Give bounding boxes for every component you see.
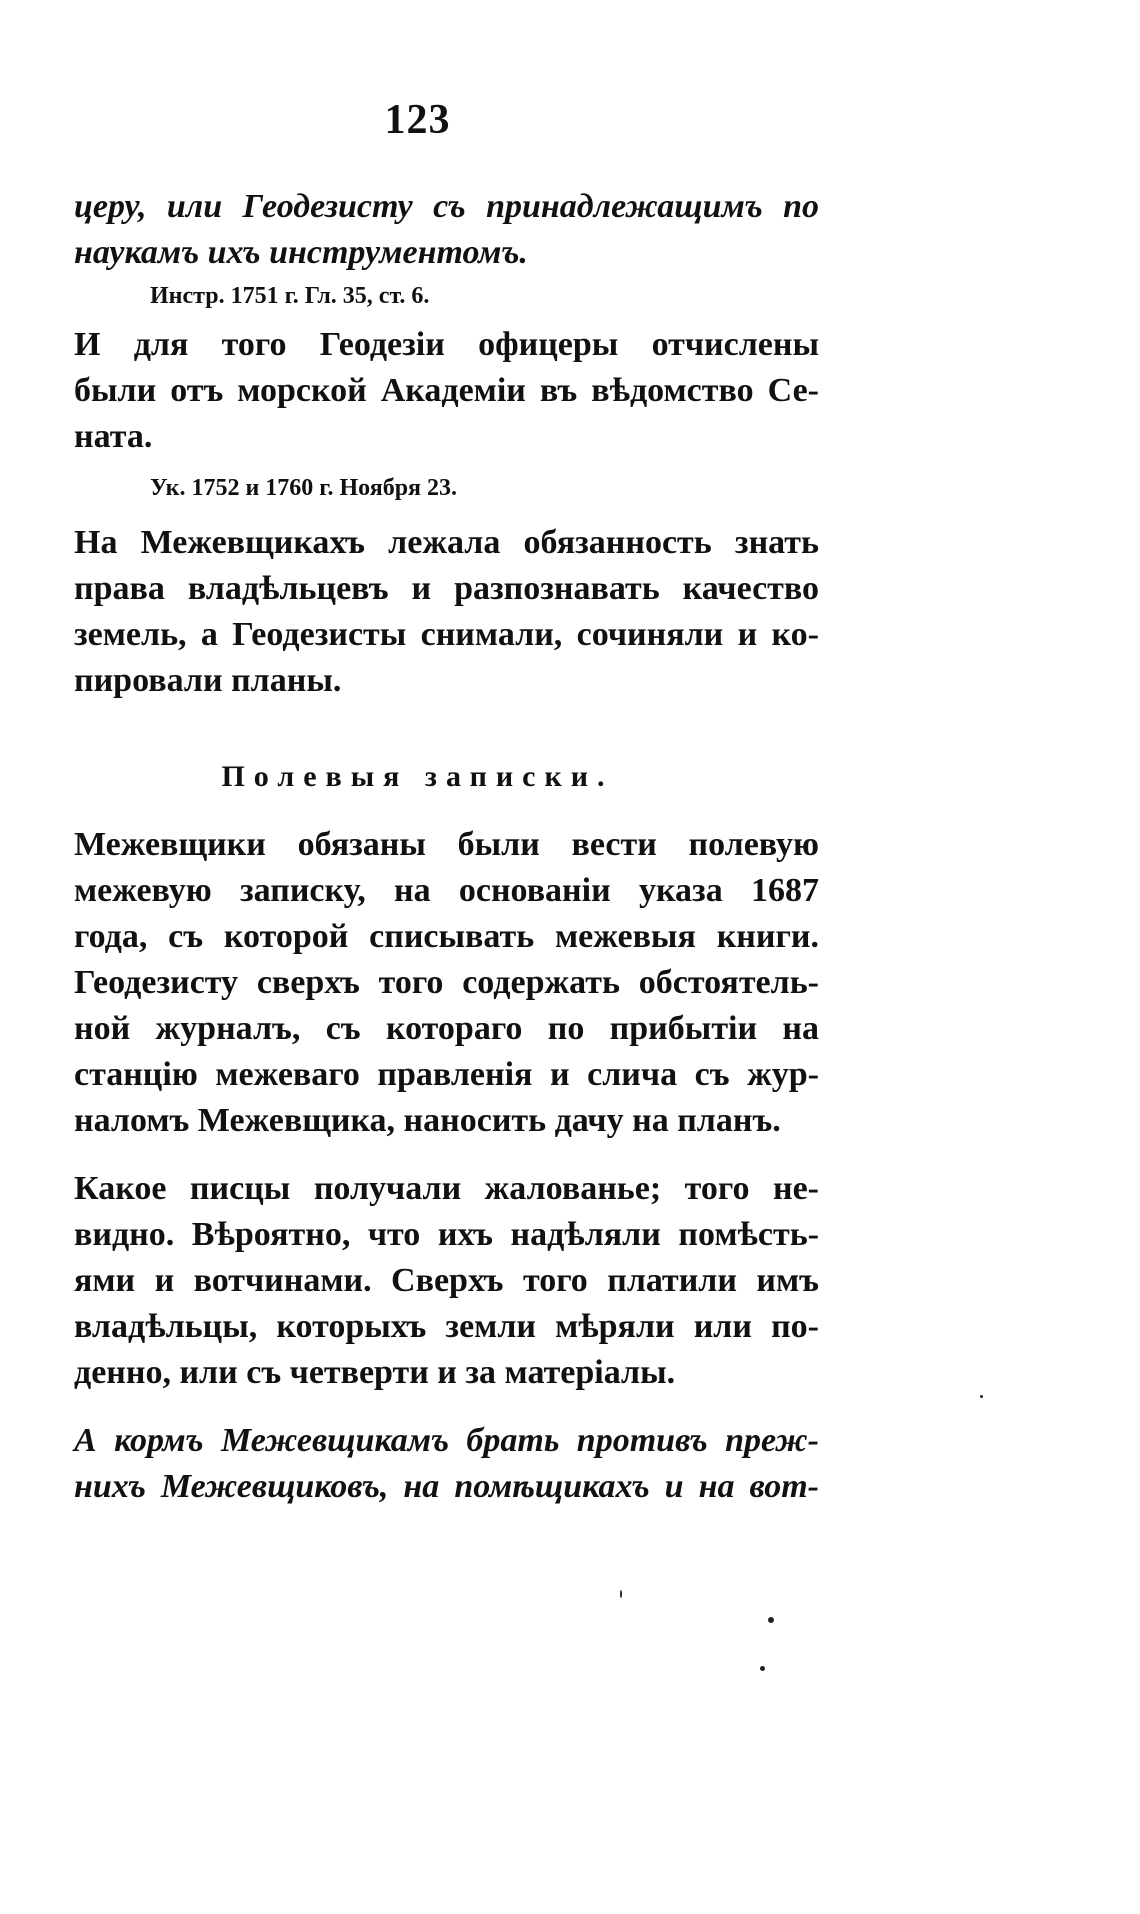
scan-speck [980, 1395, 983, 1398]
text-line: нихъ Межевщиковъ, на помѣщикахъ и на вот- [74, 1468, 819, 1505]
paragraph-geodesy-officers [74, 322, 819, 460]
text-line: Геодезисту сверхъ того содержать обстоятель- [74, 964, 819, 1001]
text-line: земель, а Геодезисты снимали, сочиняли и ко- [74, 616, 819, 653]
text-line: денно, или съ четверти и за матеріалы. [74, 1354, 676, 1391]
text-line: были отъ морской Академіи въ вѣдомство Се- [74, 372, 819, 409]
text-line: церу, или Геодезисту съ принадлежащимъ по [74, 188, 819, 225]
section-heading: Полевыя записки. [221, 760, 614, 793]
paragraph-scribes-salary [74, 1166, 819, 1396]
text-line: видно. Вѣроятно, что ихъ надѣляли помѣсть- [74, 1216, 819, 1253]
text-line: владѣльцы, которыхъ земли мѣряли или по- [74, 1308, 819, 1345]
paragraph-mezhevshchiki-duties [74, 520, 819, 704]
text-line: А кормъ Межевщикамъ брать противъ преж- [74, 1422, 819, 1459]
scan-speck [768, 1617, 774, 1623]
text-line: станцію межеваго правленія и слича съ жур- [74, 1056, 819, 1093]
text-line: ной журналъ, съ котораго по прибытіи на [74, 1010, 819, 1047]
citation-uk-1752: Ук. 1752 и 1760 г. Ноября 23. [150, 475, 458, 501]
paragraph-continuation [74, 184, 819, 276]
text-line: пировали планы. [74, 662, 342, 699]
text-line: Межевщики обязаны были вести полевую [74, 826, 819, 863]
text-line: года, съ которой списывать межевыя книги. [74, 918, 819, 955]
text-line: межевую записку, на основаніи указа 1687 [74, 872, 819, 909]
paragraph-feeding-italic [74, 1418, 819, 1510]
citation-instr-1751: Инстр. 1751 г. Гл. 35, ст. 6. [150, 283, 430, 309]
text-line: ями и вотчинами. Сверхъ того платили имъ [74, 1262, 819, 1299]
text-line: ната. [74, 418, 153, 455]
text-line: На Межевщикахъ лежала обязанность знать [74, 524, 819, 561]
text-line: Какое писцы получали жалованье; того не- [74, 1170, 819, 1207]
text-line: наукамъ ихъ инструментомъ. [74, 234, 528, 271]
text-line: наломъ Межевщика, наносить дачу на планъ. [74, 1102, 781, 1139]
text-line: права владѣльцевъ и разпознавать качество [74, 570, 819, 607]
text-line: И для того Геодезіи офицеры отчислены [74, 326, 819, 363]
scan-speck [760, 1666, 765, 1671]
scan-speck [620, 1590, 622, 1598]
page-number: 123 [384, 97, 451, 143]
paragraph-field-notes [74, 822, 819, 1144]
